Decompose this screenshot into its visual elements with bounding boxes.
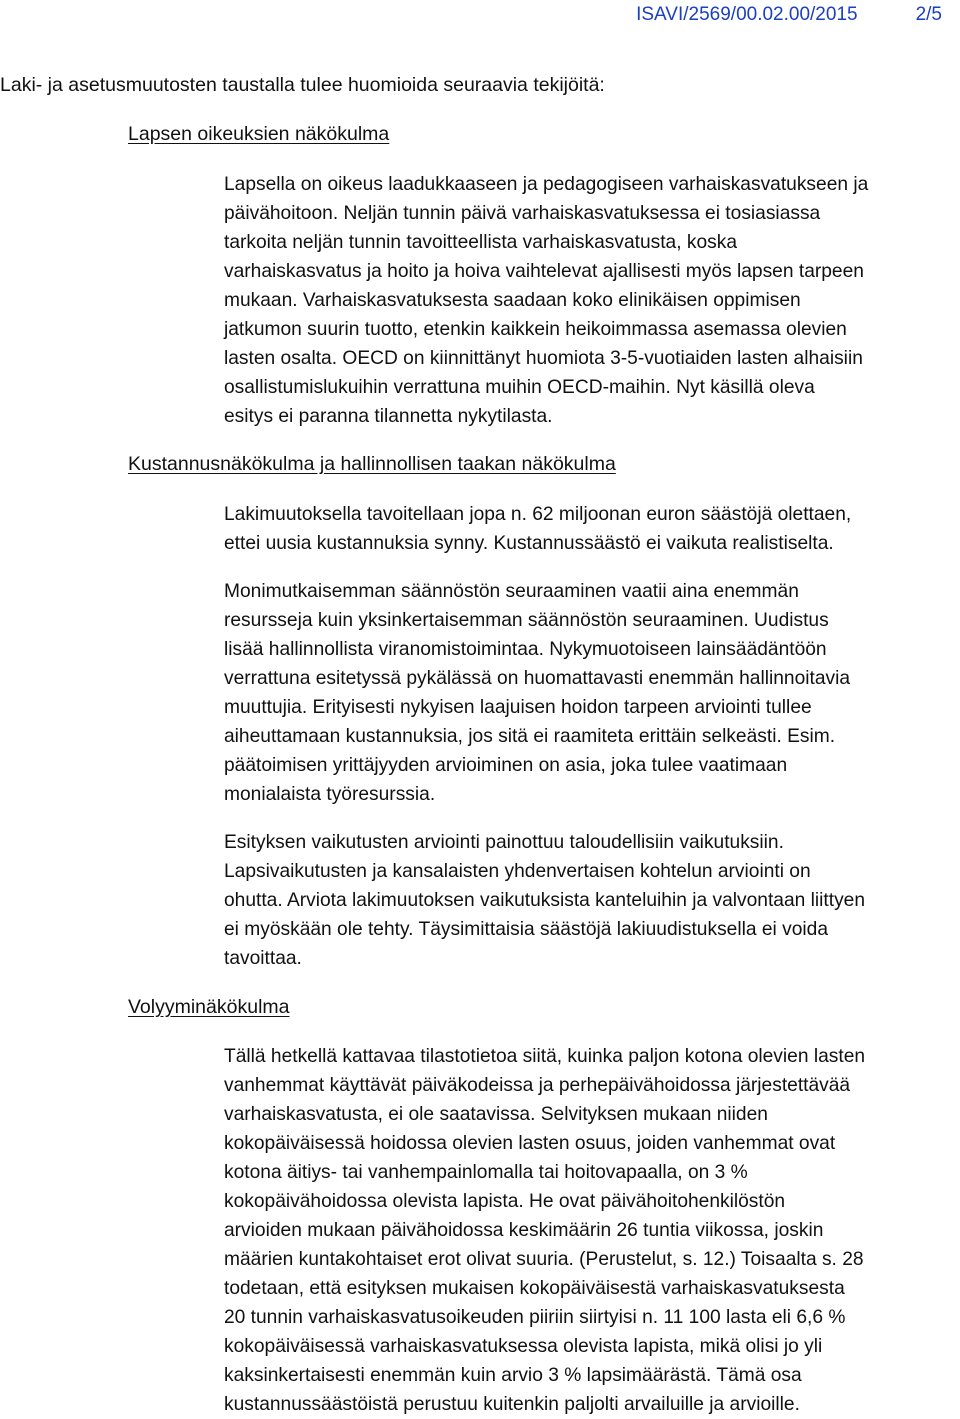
text-line: lasten osalta. OECD on kiinnittänyt huomiota 3-5-vuotiaiden lasten alhaisiin [224,348,863,369]
text-line: mukaan. Varhaiskasvatuksesta saadaan koko elinikäisen oppimisen [224,290,801,311]
document-id: ISAVI/2569/00.02.00/2015 [636,4,858,25]
text-line: Esityksen vaikutusten arviointi painottuu taloudellisiin vaikutuksiin. [224,832,784,853]
text-line: 20 tunnin varhaiskasvatusoikeuden piiriin siirtyisi n. 11 100 lasta eli 6,6 % [224,1307,846,1328]
section-heading-child-rights: Lapsen oikeuksien näkökulma [128,123,390,145]
text-line: kotona äitiys- tai vanhempainlomalla tai hoitovapaalla, on 3 % [224,1162,748,1183]
paragraph-cost-savings [224,500,960,558]
text-line: Lapsivaikutusten ja kansalaisten yhdenvertaisen kohtelun arviointi on [224,861,811,882]
paragraph-impact-assessment [224,828,960,973]
text-line: Monimutkaisemman säännöstön seuraaminen vaatii aina enemmän [224,581,799,602]
text-line: tarkoita neljän tunnin tavoitteellista varhaiskasvatusta, koska [224,232,738,253]
page-number: 2/5 [915,4,942,25]
page-header [636,3,942,27]
text-line: jatkumon suurin tuotto, etenkin kaikkein heikoimmassa asemassa olevien [224,319,847,340]
text-line: osallistumislukuihin verrattuna muihin OECD-maihin. Nyt käsillä oleva [224,377,815,398]
text-line: Lapsella on oikeus laadukkaaseen ja pedagogiseen varhaiskasvatukseen ja [224,174,869,195]
text-line: varhaiskasvatus ja hoito ja hoiva vaihtelevat ajallisesti myös lapsen tarpeen [224,261,864,282]
text-line: aiheuttamaan kustannuksia, jos sitä ei raamiteta erittäin selkeästi. Esim. [224,726,836,747]
text-line: kustannussäästöistä perustuu kuitenkin paljolti arvailuille ja arvioille. [224,1394,800,1415]
intro-text: Laki- ja asetusmuutosten taustalla tulee huomioida seuraavia tekijöitä: [0,74,605,96]
text-line: muuttujia. Erityisesti nykyisen laajuisen hoidon tarpeen arviointi tullee [224,697,812,718]
text-line: määrien kuntakohtaiset erot olivat suuria. (Perustelut, s. 12.) Toisaalta s. 28 [224,1249,864,1270]
section-heading-volume: Volyyminäkökulma [128,996,290,1018]
paragraph-child-rights [224,170,960,431]
text-line: lisää hallinnollista viranomistoimintaa. Nykymuotoiseen lainsäädäntöön [224,639,827,660]
text-line: varhaiskasvatusta, ei ole saatavissa. Selvityksen mukaan niiden [224,1104,768,1125]
text-line: kokopäiväisessä varhaiskasvatuksessa olevista lapista, mikä olisi jo yli [224,1336,823,1357]
text-line: verrattuna esitetyssä pykälässä on huomattavasti enemmän hallinnoitavia [224,668,851,689]
text-line: kokopäiväisessä hoidossa olevien lasten osuus, joiden vanhemmat ovat [224,1133,836,1154]
text-line: todetaan, että esityksen mukaisen kokopäiväisestä varhaiskasvatuksesta [224,1278,845,1299]
text-line: monialaista työresurssia. [224,784,436,805]
text-line: arvioiden mukaan päivähoidossa keskimäärin 26 tuntia viikossa, joskin [224,1220,824,1241]
text-line: ettei uusia kustannuksia synny. Kustannussäästö ei vaikuta realistiselta. [224,533,834,554]
section-heading-cost: Kustannusnäkökulma ja hallinnollisen taakan näkökulma [128,453,616,475]
text-line: Lakimuutoksella tavoitellaan jopa n. 62 miljoonan euron säästöjä olettaen, [224,504,852,525]
text-line: päätoimisen yrittäjyyden arvioiminen on asia, joka tulee vaatimaan [224,755,788,776]
text-line: kokopäivähoidossa olevista lapista. He ovat päivähoitohenkilöstön [224,1191,786,1212]
paragraph-volume [224,1042,960,1419]
text-line: kaksinkertaisesti enemmän kuin arvio 3 % lapsimäärästä. Tämä osa [224,1365,802,1386]
text-line: Tällä hetkellä kattavaa tilastotietoa siitä, kuinka paljon kotona olevien lasten [224,1046,866,1067]
text-line: esitys ei paranna tilannetta nykytilasta. [224,406,553,427]
text-line: resursseja kuin yksinkertaisemman säännöstön seuraaminen. Uudistus [224,610,829,631]
text-line: ohutta. Arviota lakimuutoksen vaikutuksista kanteluihin ja valvontaan liittyen [224,890,866,911]
text-line: vanhemmat käyttävät päiväkodeissa ja perhepäivähoidossa järjestettävää [224,1075,851,1096]
paragraph-regulation-complexity [224,577,960,809]
text-line: päivähoitoon. Neljän tunnin päivä varhaiskasvatuksessa ei tosiasiassa [224,203,821,224]
text-line: ei myöskään ole tehty. Täysimittaisia säästöjä lakiuudistuksella ei voida [224,919,828,940]
text-line: tavoittaa. [224,948,302,969]
